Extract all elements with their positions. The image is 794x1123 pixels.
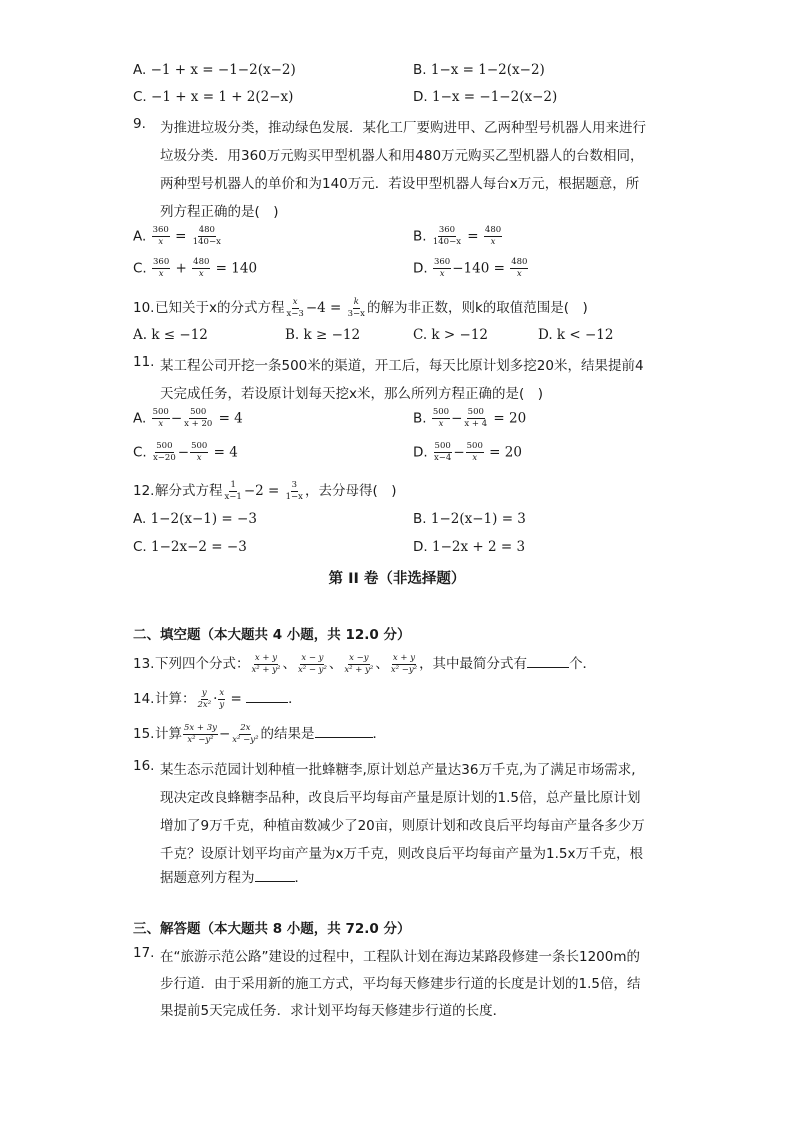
option-expression: 1−2x + 2 = 3 <box>431 539 526 555</box>
fraction <box>152 258 170 279</box>
operator: − <box>451 410 463 427</box>
q9-text-line: 列方程正确的是( ) <box>160 204 279 220</box>
q17-text-line: 果提前5天完成任务．求计划平均每天修建步行道的长度． <box>160 1003 507 1019</box>
answer-blank[interactable] <box>527 655 569 668</box>
q16-number: 16. <box>133 758 155 774</box>
answer-blank[interactable] <box>315 725 373 738</box>
numerator: 360 <box>433 257 451 267</box>
stem-text: 计算： <box>155 691 196 707</box>
operator: · <box>213 691 218 707</box>
option-label: D. <box>413 89 428 105</box>
option-label: A. <box>133 410 147 427</box>
option-label: C. <box>133 260 147 277</box>
denominator: x <box>158 268 164 279</box>
answer-blank[interactable] <box>246 690 288 703</box>
denominator: x−20 <box>153 452 176 463</box>
numerator: x −y <box>349 652 369 663</box>
stem-text: ，去分母得( ) <box>304 483 397 499</box>
separator: 、 <box>328 656 343 672</box>
denominator: 140−x <box>432 236 461 247</box>
option-label: D. <box>413 539 428 555</box>
denominator: x <box>472 452 478 463</box>
q9-option-c[interactable] <box>133 258 257 279</box>
numerator: 500 <box>432 407 450 417</box>
stem-text: ，其中最简分式有 <box>419 656 528 672</box>
fraction <box>343 654 374 675</box>
fraction <box>390 654 418 675</box>
fraction <box>466 442 484 463</box>
stem-text: 解分式方程 <box>155 483 223 499</box>
denominator: x² − y² <box>297 664 327 675</box>
q16-text-line: 现决定改良蜂糖李品种，改良后平均每亩产量是原计划的1.5倍，总产量比原计划 <box>160 790 641 806</box>
denominator: x² −y² <box>390 664 418 675</box>
section-heading-fill-blank: 二、填空题（本大题共 4 小题，共 12.0 分） <box>133 627 411 643</box>
q12-option-b[interactable] <box>413 511 526 527</box>
stem-text: 据题意列方程为 <box>160 870 255 886</box>
fraction <box>463 408 488 429</box>
operator: −140 = <box>452 260 510 277</box>
numerator: 500 <box>467 407 484 417</box>
denominator: x² + y² <box>344 664 374 675</box>
denominator: 3−x <box>347 308 365 319</box>
operator: = <box>226 691 247 707</box>
fraction <box>152 226 170 247</box>
fraction <box>433 442 452 463</box>
q16-text-line: 增加了9万千克，种植亩数减少了20亩，则原计划和改良后平均每亩产量各多少万 <box>160 818 645 834</box>
denominator: x² −y² <box>232 734 259 745</box>
numerator: 480 <box>511 257 528 267</box>
q11-option-d[interactable] <box>413 442 522 463</box>
numerator: 500 <box>466 441 483 451</box>
fraction <box>152 408 170 429</box>
q14-stem <box>133 687 302 709</box>
denominator: x <box>439 268 445 279</box>
stem-text: 的解为非正数，则k的取值范围是( ) <box>366 300 588 316</box>
denominator: x−1 <box>224 491 242 502</box>
fraction <box>432 408 450 429</box>
q17-text-line: 步行道．由于采用新的施工方式，平均每天修建步行道的长度是计划的1.5倍，结 <box>160 976 641 992</box>
q10-option-c[interactable]: C. k > −12 <box>413 327 488 343</box>
q9-text-line: 垃圾分类．用360万元购买甲型机器人和用480万元购买乙型机器人的台数相同， <box>160 148 644 164</box>
numerator: 480 <box>193 257 210 267</box>
fraction <box>251 654 282 675</box>
numerator: x + y <box>392 652 415 663</box>
operator: −4 = <box>305 300 346 316</box>
denominator: x−3 <box>286 308 304 319</box>
stem-text: 下列四个分式： <box>155 656 250 672</box>
q11-option-c[interactable] <box>133 442 238 463</box>
q17-number: 17. <box>133 945 155 961</box>
stem-text: ． <box>372 726 386 742</box>
option-label: C. <box>133 539 147 555</box>
operator: = <box>463 228 483 245</box>
numerator: 360 <box>438 225 456 235</box>
denominator: x−4 <box>433 452 452 463</box>
question-number: 10. <box>133 300 155 316</box>
separator: 、 <box>375 656 389 672</box>
stem-text: 个． <box>569 656 597 672</box>
numerator: 480 <box>484 225 502 235</box>
numerator: 500 <box>190 407 207 417</box>
denominator: x <box>438 418 444 429</box>
numerator: 360 <box>152 225 169 235</box>
fraction <box>510 258 528 279</box>
option-label: B. <box>413 410 427 427</box>
fraction <box>192 226 222 247</box>
equation-tail: = 4 <box>209 444 238 461</box>
q10-option-a[interactable]: A. k ≤ −12 <box>133 327 208 343</box>
numerator: 500 <box>191 441 208 451</box>
stem-text: ． <box>294 870 308 886</box>
option-expression: 1−x = −1−2(x−2) <box>431 89 558 105</box>
stem-text: ． <box>288 691 302 707</box>
fraction <box>183 724 218 745</box>
option-expression: 1−2(x−1) = 3 <box>430 511 526 527</box>
option-label: A. <box>133 511 147 527</box>
option-expression: −1 + x = −1−2(x−2) <box>150 62 296 78</box>
q11-option-b[interactable] <box>413 408 526 429</box>
denominator: x <box>516 268 522 279</box>
q9-option-d[interactable] <box>413 258 529 279</box>
numerator: 500 <box>434 441 451 451</box>
numerator: k <box>353 296 359 307</box>
equation-tail: = 4 <box>214 410 243 427</box>
numerator: x + y <box>254 652 278 663</box>
fraction <box>347 298 366 319</box>
numerator: 2x <box>240 722 251 733</box>
denominator: y <box>219 699 225 710</box>
numerator: 5x + 3y <box>184 722 217 733</box>
operator: + <box>171 260 192 277</box>
option-expression: 1−2(x−1) = −3 <box>150 511 257 527</box>
operator: − <box>177 444 190 461</box>
q12-option-a[interactable] <box>133 511 257 527</box>
section-heading-answer: 三、解答题（本大题共 8 小题，共 72.0 分） <box>133 921 411 937</box>
denominator: x <box>198 268 204 279</box>
fraction <box>231 724 259 745</box>
q11-option-a[interactable] <box>133 408 243 429</box>
equation-tail: = 20 <box>484 444 522 461</box>
denominator: 2x² <box>197 699 212 710</box>
option-label: B. <box>413 228 427 245</box>
denominator: x² + y² <box>251 664 281 675</box>
denominator: 140−x <box>192 236 221 247</box>
denominator: x² −y² <box>187 734 214 745</box>
part-title: 第 II 卷（非选择题） <box>328 571 466 587</box>
option-label: C. <box>133 444 147 461</box>
fraction <box>433 258 451 279</box>
q8-option-c[interactable] <box>133 89 293 105</box>
q11-text-line: 某工程公司开挖一条500米的渠道，开工后，每天比原计划多挖20米，结果提前4 <box>160 358 644 374</box>
operator: − <box>453 444 465 461</box>
q8-option-a[interactable] <box>133 62 296 78</box>
stem-text: 已知关于x的分式方程 <box>155 300 285 316</box>
option-label: D. <box>413 260 428 277</box>
numerator: 500 <box>156 441 173 451</box>
numerator: y <box>201 687 207 698</box>
numerator: 480 <box>198 225 215 235</box>
fraction <box>190 442 208 463</box>
numerator: 1 <box>230 479 236 490</box>
numerator: 500 <box>152 407 169 417</box>
q11-number: 11. <box>133 354 155 370</box>
equation-tail: = 140 <box>211 260 258 277</box>
option-label: B. <box>413 511 427 527</box>
option-expression: −1 + x = 1 + 2(2−x) <box>151 89 294 105</box>
option-expression: 1−x = 1−2(x−2) <box>430 62 545 78</box>
fraction <box>432 226 462 247</box>
fraction <box>484 226 502 247</box>
option-expression: 1−2x−2 = −3 <box>151 539 247 555</box>
q9-text-line: 两种型号机器人的单价和为140万元．若设甲型机器人每台x万元，根据题意，所 <box>160 176 640 192</box>
equation-tail: = 20 <box>489 410 527 427</box>
fraction <box>286 298 305 319</box>
fraction <box>218 689 225 710</box>
fraction <box>297 654 328 675</box>
question-number: 12. <box>133 483 155 499</box>
option-label: A. <box>133 228 147 245</box>
denominator: 1−x <box>285 491 303 502</box>
q8-option-b[interactable] <box>413 62 545 78</box>
option-label: C. <box>133 89 147 105</box>
numerator: x − y <box>301 652 324 663</box>
denominator: x + 20 <box>184 418 213 429</box>
fraction <box>192 258 210 279</box>
numerator: 3 <box>291 479 297 490</box>
q11-text-line: 天完成任务，若设原计划每天挖x米，那么所列方程正确的是( ) <box>160 386 544 402</box>
operator: −2 = <box>243 483 284 499</box>
q12-option-c[interactable] <box>133 539 247 555</box>
question-number: 13. <box>133 656 155 672</box>
q12-option-d[interactable] <box>413 539 525 555</box>
separator: 、 <box>282 656 296 672</box>
fraction <box>197 689 213 710</box>
q9-option-b[interactable] <box>413 226 503 247</box>
q16-text-line: 某生态示范园计划种植一批蜂糖李,原计划总产量达36万千克,为了满足市场需求, <box>160 762 636 778</box>
q16-text-line: 千克？设原计划平均亩产量为x万千克，则改良后平均每亩产量为1.5x万千克，根 <box>160 846 643 862</box>
q9-option-a[interactable] <box>133 226 223 247</box>
answer-blank[interactable] <box>255 869 295 882</box>
option-label: D. <box>413 444 428 461</box>
fraction <box>224 481 243 502</box>
q10-option-d[interactable]: D. k < −12 <box>538 327 614 343</box>
question-number: 15. <box>133 726 155 742</box>
numerator: x <box>219 687 225 698</box>
fraction <box>285 481 304 502</box>
denominator: x <box>196 452 202 463</box>
option-label: A. <box>133 62 147 78</box>
numerator: x <box>292 296 298 307</box>
q16-final-line <box>160 866 308 886</box>
q9-number: 9. <box>133 116 146 132</box>
q10-stem <box>133 296 588 318</box>
numerator: 360 <box>153 257 170 267</box>
q8-option-d[interactable] <box>413 89 557 105</box>
q9-text-line: 为推进垃圾分类，推动绿色发展．某化工厂要购进甲、乙两种型号机器人用来进行 <box>160 120 646 136</box>
q12-stem <box>133 479 397 501</box>
question-number: 14. <box>133 691 155 707</box>
option-label: B. <box>413 62 427 78</box>
operator: − <box>170 410 183 427</box>
q17-text-line: 在“旅游示范公路”建设的过程中，工程队计划在海边某路段修建一条长1200m的 <box>160 949 640 965</box>
fraction <box>152 442 177 463</box>
fraction <box>183 408 213 429</box>
denominator: x + 4 <box>464 418 488 429</box>
q13-stem <box>133 652 596 674</box>
q10-option-b[interactable]: B. k ≥ −12 <box>285 327 361 343</box>
denominator: x <box>490 236 496 247</box>
denominator: x <box>158 236 164 247</box>
operator: − <box>218 726 231 742</box>
denominator: x <box>158 418 164 429</box>
q15-stem <box>133 722 386 744</box>
operator: = <box>170 228 191 245</box>
stem-text: 计算 <box>155 726 182 742</box>
stem-text: 的结果是 <box>260 726 315 742</box>
